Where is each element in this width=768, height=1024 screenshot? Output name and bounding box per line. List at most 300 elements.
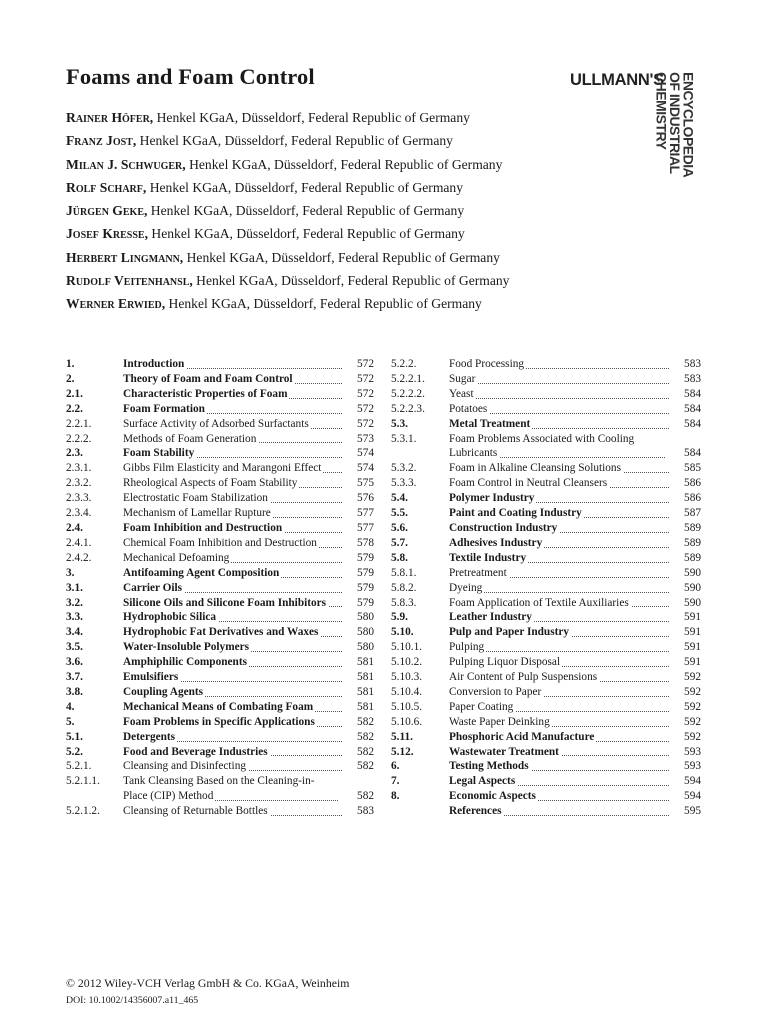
toc-entry-number: 5.4. [391, 492, 408, 505]
toc-entry-number: 5.2.2.3. [391, 402, 425, 415]
toc-entry-page: 577 [357, 507, 374, 520]
toc-entry[interactable] [391, 432, 701, 462]
toc-entry[interactable] [66, 745, 374, 760]
toc-entry-number: 5.10.2. [391, 656, 423, 669]
toc-entry-page: 589 [684, 521, 701, 534]
toc-entry-page: 578 [357, 536, 374, 549]
toc-entry-number: 5.3. [391, 417, 408, 430]
toc-entry-title-wrap [449, 640, 673, 655]
toc-entry-title: Food Processing [449, 358, 525, 370]
toc-entry-title: Foam in Alkaline Cleansing Solutions [449, 462, 621, 475]
toc-entry[interactable] [66, 491, 374, 506]
toc-entry[interactable] [391, 745, 701, 760]
toc-entry-number: 5.9. [391, 611, 408, 624]
toc-entry-page: 592 [684, 730, 701, 743]
toc-entry[interactable] [391, 402, 701, 417]
toc-entry[interactable] [391, 372, 701, 387]
toc-entry[interactable] [391, 670, 701, 685]
toc-entry[interactable] [66, 596, 374, 611]
ullmanns-logo [570, 66, 700, 206]
toc-entry-number: 2.4. [66, 521, 83, 534]
toc-entry-title-wrap [449, 476, 673, 491]
author-name: Herbert Lingmann, [66, 249, 184, 265]
toc-entry[interactable] [66, 655, 374, 670]
toc-entry-number: 5.2.1.2. [66, 805, 100, 818]
toc-entry-number: 3.7. [66, 671, 83, 684]
author-list [66, 106, 566, 316]
toc-entry-title: Emulsifiers [123, 671, 179, 684]
toc-entry-page: 587 [684, 507, 701, 520]
toc-entry-title-wrap [123, 730, 346, 745]
toc-entry-title-wrap [449, 372, 673, 387]
toc-entry-title: Gibbs Film Elasticity and Marangoni Effect [123, 462, 322, 475]
author-line [66, 199, 566, 222]
dot-leader [449, 383, 669, 384]
toc-entry-title-wrap [123, 566, 346, 581]
toc-entry-title: Silicone Oils and Silicone Foam Inhibitors [123, 596, 327, 609]
toc-entry-page: 580 [357, 611, 374, 624]
toc-entry-page: 592 [684, 671, 701, 684]
toc-entry-title: Cleansing and Disinfecting [123, 760, 246, 773]
toc-entry-title: References [449, 805, 502, 818]
author-affiliation: Henkel KGaA, Düsseldorf, Federal Republic of Germany [146, 179, 464, 195]
toc-entry-number: 3.4. [66, 626, 83, 639]
author-name: Rolf Scharf, [66, 179, 147, 195]
toc-entry-title: Foam Inhibition and Destruction [123, 521, 283, 534]
toc-entry[interactable] [391, 685, 701, 700]
toc-entry-page: 582 [357, 745, 374, 758]
toc-entry[interactable] [391, 521, 701, 536]
toc-entry-title: Introduction [123, 358, 185, 370]
toc-entry-page: 581 [357, 656, 374, 669]
toc-entry-page: 586 [684, 477, 701, 490]
toc-entry[interactable] [66, 536, 374, 551]
logo-vertical-line: CHEMISTRY [653, 72, 670, 150]
toc-entry-title-wrap [123, 357, 346, 372]
toc-entry[interactable] [66, 417, 374, 432]
toc-entry-title-wrap [449, 610, 673, 625]
toc-entry-title-wrap [449, 506, 673, 521]
toc-entry-title-wrap [449, 759, 673, 774]
toc-entry-number: 5.2.1.1. [66, 775, 100, 788]
toc-entry-page: 591 [684, 611, 701, 624]
toc-entry-number: 2.1. [66, 387, 83, 400]
toc-entry[interactable] [66, 566, 374, 581]
toc-entry-title-wrap [123, 551, 346, 566]
toc-entry-title: Foam Control in Neutral Cleansers [449, 477, 608, 490]
author-affiliation: Henkel KGaA, Düsseldorf, Federal Republic of Germany [183, 249, 500, 265]
toc-entry-number: 5.10. [391, 626, 414, 639]
toc-entry-number: 5.7. [391, 536, 408, 549]
toc-entry-number [391, 804, 449, 819]
toc-entry-title: Wastewater Treatment [449, 745, 559, 758]
toc-entry-title-wrap [449, 625, 673, 640]
toc-entry-title-wrap [123, 461, 346, 476]
toc-entry-title-wrap [449, 551, 673, 566]
toc-entry-title-wrap [123, 387, 346, 402]
toc-entry-page: 581 [357, 685, 374, 698]
toc-entry-title: Methods of Foam Generation [123, 432, 257, 445]
toc-entry[interactable] [391, 640, 701, 655]
toc-entry-title: Foam Stability [123, 447, 195, 460]
toc-entry[interactable] [391, 476, 701, 491]
toc-entry-page: 572 [357, 372, 374, 385]
toc-entry[interactable] [391, 596, 701, 611]
toc-entry[interactable] [66, 670, 374, 685]
toc-entry-title: Tank Cleansing Based on the Cleaning-in- [123, 774, 342, 789]
toc-column-left [66, 357, 374, 819]
toc-entry-page: 590 [684, 581, 701, 594]
toc-entry-title-wrap [123, 446, 346, 461]
toc-entry-page: 594 [684, 775, 701, 788]
toc-entry-title: Electrostatic Foam Stabilization [123, 492, 268, 505]
toc-entry-title: Coupling Agents [123, 685, 204, 698]
toc-entry-number: 5.3.1. [391, 432, 417, 445]
toc-entry-number: 3.6. [66, 656, 83, 669]
toc-entry[interactable] [66, 610, 374, 625]
toc-entry-page: 583 [357, 805, 374, 818]
toc-entry-title: Pulping [449, 641, 485, 654]
toc-entry-title-wrap [123, 432, 346, 447]
toc-entry-page: 585 [684, 462, 701, 475]
toc-entry-title-wrap [123, 610, 346, 625]
toc-entry-title-wrap [449, 685, 673, 700]
toc-entry-page: 576 [357, 492, 374, 505]
toc-entry-page: 572 [357, 358, 374, 370]
toc-entry-title-wrap [449, 521, 673, 536]
toc-entry-title-wrap [449, 491, 673, 506]
toc-entry[interactable] [66, 640, 374, 655]
toc-entry-title: Pretreatment [449, 566, 507, 579]
author-name: Rainer Höfer, [66, 110, 154, 125]
toc-entry[interactable] [66, 700, 374, 715]
toc-entry-title-wrap [123, 506, 346, 521]
toc-entry[interactable] [391, 417, 701, 432]
toc-entry[interactable] [391, 566, 701, 581]
toc-entry-title: Foam Problems Associated with Cooling [449, 432, 669, 447]
toc-entry[interactable] [391, 730, 701, 745]
author-affiliation: Henkel KGaA, Düsseldorf, Federal Republic of Germany [147, 226, 465, 242]
toc-entry-number: 5.8.2. [391, 581, 417, 594]
toc-entry-title-continued: Place (CIP) Method [123, 790, 214, 803]
toc-entry-number: 5.8.3. [391, 596, 417, 609]
toc-entry-title: Air Content of Pulp Suspensions [449, 671, 598, 684]
toc-entry-page: 579 [357, 596, 374, 609]
toc-entry-page: 581 [357, 671, 374, 684]
toc-entry-number: 2.2.1. [66, 417, 92, 430]
toc-entry-page: 573 [357, 432, 374, 445]
toc-entry-page: 592 [684, 715, 701, 728]
toc-entry[interactable] [391, 700, 701, 715]
toc-entry-title-wrap [449, 804, 673, 819]
toc-entry[interactable] [391, 759, 701, 774]
author-name: Rudolf Veitenhansl, [66, 273, 193, 289]
toc-entry[interactable] [66, 685, 374, 700]
toc-entry[interactable] [66, 357, 374, 372]
toc-entry-title-wrap [449, 596, 673, 611]
article-title: Foams and Foam Control [66, 64, 315, 89]
toc-entry-title-wrap [123, 625, 346, 640]
toc-entry[interactable] [391, 491, 701, 506]
toc-entry-page: 593 [684, 745, 701, 758]
toc-entry-title-wrap [123, 581, 346, 596]
toc-entry[interactable] [391, 625, 701, 640]
toc-entry[interactable] [391, 551, 701, 566]
toc-entry[interactable] [66, 715, 374, 730]
toc-entry[interactable] [66, 402, 374, 417]
toc-entry-title: Pulping Liquor Disposal [449, 656, 561, 669]
toc-entry-title-wrap [123, 745, 346, 760]
toc-entry[interactable] [391, 387, 701, 402]
toc-entry-page: 572 [357, 417, 374, 430]
toc-entry-number: 5.2.2.2. [391, 387, 425, 400]
toc-entry-page: 580 [357, 641, 374, 654]
toc-entry-number: 1. [66, 358, 75, 370]
toc-entry-page: 591 [684, 656, 701, 669]
toc-entry-page: 591 [684, 641, 701, 654]
toc-entry-title: Construction Industry [449, 521, 558, 534]
toc-entry[interactable] [66, 372, 374, 387]
author-line [66, 129, 566, 152]
toc-entry[interactable] [391, 774, 701, 789]
toc-entry-number: 8. [391, 790, 400, 803]
toc-entry-title-wrap [449, 461, 673, 476]
toc-entry-title: Cleansing of Returnable Bottles [123, 805, 268, 818]
toc-entry-number: 5.10.4. [391, 685, 423, 698]
author-name: Milan J. Schwuger, [66, 156, 186, 172]
toc-entry-title-wrap [123, 536, 346, 551]
toc-entry[interactable] [66, 476, 374, 491]
author-line [66, 106, 566, 129]
toc-entry-title: Pulp and Paper Industry [449, 626, 570, 639]
toc-entry[interactable] [391, 506, 701, 521]
toc-entry-page: 584 [684, 417, 701, 430]
toc-entry[interactable] [66, 625, 374, 640]
toc-entry-number: 3.3. [66, 611, 83, 624]
toc-entry-title-wrap [123, 476, 346, 491]
toc-entry-title-wrap [123, 640, 346, 655]
toc-entry-title-wrap [449, 700, 673, 715]
toc-entry[interactable] [391, 610, 701, 625]
toc-entry-title-wrap [123, 715, 346, 730]
toc-entry-title-wrap [449, 670, 673, 685]
toc-entry-title: Foam Formation [123, 402, 205, 415]
toc-entry-page: 581 [357, 700, 374, 713]
toc-entry-number: 2.2.2. [66, 432, 92, 445]
toc-entry[interactable] [391, 715, 701, 730]
logo-vertical-line: OF INDUSTRIAL [667, 72, 683, 174]
toc-entry-page: 582 [357, 790, 374, 803]
toc-entry-title-wrap [449, 536, 673, 551]
toc-entry[interactable] [66, 432, 374, 447]
toc-entry-title-wrap [449, 745, 673, 760]
toc-entry-page: 590 [684, 596, 701, 609]
copyright-notice: © 2012 Wiley-VCH Verlag GmbH & Co. KGaA, Weinheim [66, 976, 350, 990]
toc-entry-title-wrap [449, 730, 673, 745]
toc-entry-number: 3.5. [66, 641, 83, 654]
toc-entry-number: 5.2.2. [391, 358, 417, 370]
toc-entry-title: Hydrophobic Fat Derivatives and Waxes [123, 626, 319, 639]
toc-entry-title: Mechanism of Lamellar Rupture [123, 507, 271, 520]
toc-entry[interactable] [66, 730, 374, 745]
toc-entry-page: 586 [684, 492, 701, 505]
toc-entry-number: 5.8. [391, 551, 408, 564]
toc-entry-title-wrap [123, 700, 346, 715]
toc-entry-title-wrap [123, 521, 346, 536]
author-affiliation: Henkel KGaA, Düsseldorf, Federal Republic of Germany [165, 296, 482, 312]
toc-entry-title-wrap [123, 372, 346, 387]
toc-entry-number: 5.8.1. [391, 566, 417, 579]
toc-entry-page: 572 [357, 402, 374, 415]
toc-entry-title: Characteristic Properties of Foam [123, 387, 288, 400]
toc-entry-title-wrap [449, 774, 673, 789]
toc-entry-number: 5.5. [391, 507, 408, 520]
toc-entry-page: 574 [357, 447, 374, 460]
toc-entry-page: 594 [684, 790, 701, 803]
author-affiliation: Henkel KGaA, Düsseldorf, Federal Republic of Germany [147, 203, 465, 219]
toc-entry-page: 584 [684, 447, 701, 460]
toc-entry-page: 592 [684, 700, 701, 713]
toc-entry-title: Foam Application of Textile Auxiliaries [449, 596, 629, 609]
toc-entry-title: Waste Paper Deinking [449, 715, 550, 728]
toc-entry[interactable] [66, 506, 374, 521]
toc-entry-number: 5.10.5. [391, 700, 423, 713]
toc-entry-number: 5.2.1. [66, 760, 92, 773]
toc-entry-number: 5.2. [66, 745, 83, 758]
toc-entry-page: 579 [357, 566, 374, 579]
toc-entry-number: 2.3. [66, 447, 83, 460]
toc-entry[interactable] [66, 551, 374, 566]
toc-entry-title: Paper Coating [449, 700, 514, 713]
toc-entry-title-wrap [123, 491, 346, 506]
toc-entry-title: Legal Aspects [449, 775, 516, 788]
toc-entry-title: Textile Industry [449, 551, 527, 564]
toc-entry-title: Detergents [123, 730, 176, 743]
toc-entry-page: 591 [684, 626, 701, 639]
toc-entry-number: 4. [66, 700, 75, 713]
toc-entry-title: Metal Treatment [449, 417, 531, 430]
toc-entry[interactable] [391, 461, 701, 476]
toc-entry-title: Mechanical Defoaming [123, 551, 230, 564]
toc-entry-page: 584 [684, 387, 701, 400]
doi-text: DOI: 10.1002/14356007.a11_465 [66, 995, 199, 1006]
author-line [66, 153, 566, 176]
toc-entry-number: 3.2. [66, 596, 83, 609]
toc-entry-title: Theory of Foam and Foam Control [123, 372, 293, 385]
toc-entry-title: Adhesives Industry [449, 536, 543, 549]
toc-entry-title: Sugar [449, 372, 476, 385]
toc-entry-page: 595 [684, 805, 701, 818]
toc-entry-title-wrap [449, 581, 673, 596]
toc-entry-number: 2.3.4. [66, 507, 92, 520]
toc-entry-number: 2.4.1. [66, 536, 92, 549]
toc-entry-title-wrap [449, 417, 673, 432]
toc-entry-title-wrap [123, 670, 346, 685]
toc-entry-title-wrap [449, 789, 673, 804]
toc-entry-number: 7. [391, 775, 400, 788]
toc-entry[interactable] [66, 387, 374, 402]
toc-entry-title: Amphiphilic Components [123, 656, 247, 669]
author-line [66, 292, 566, 315]
toc-entry-number: 5. [66, 715, 75, 728]
toc-entry-number: 3. [66, 566, 75, 579]
toc-entry-page: 577 [357, 521, 374, 534]
toc-entry-number: 5.11. [391, 730, 413, 743]
toc-entry-number: 5.1. [66, 730, 83, 743]
toc-entry[interactable] [391, 789, 701, 804]
toc-entry[interactable] [66, 804, 374, 819]
toc-entry-title-wrap [449, 402, 673, 417]
toc-entry-title-wrap [123, 655, 346, 670]
author-line [66, 246, 566, 269]
toc-entry-title-wrap [449, 387, 673, 402]
toc-entry-title: Conversion to Paper [449, 685, 542, 698]
toc-entry-page: 575 [357, 477, 374, 490]
toc-entry-page: 589 [684, 536, 701, 549]
toc-entry-page: 572 [357, 387, 374, 400]
toc-entry-title: Phosphoric Acid Manufacture [449, 730, 595, 743]
author-line [66, 176, 566, 199]
toc-entry-title: Economic Aspects [449, 790, 536, 803]
toc-entry-page: 582 [357, 730, 374, 743]
toc-entry-title: Hydrophobic Silica [123, 611, 217, 624]
author-name: Franz Jost, [66, 133, 137, 149]
toc-entry-number: 5.12. [391, 745, 414, 758]
toc-entry-title: Carrier Oils [123, 581, 183, 594]
dot-leader [449, 398, 669, 399]
toc-entry-number: 2.3.3. [66, 492, 92, 505]
toc-entry[interactable] [66, 759, 374, 774]
toc-entry[interactable] [66, 581, 374, 596]
toc-entry-page: 579 [357, 551, 374, 564]
logo-brand-text: ULLMANN'S [570, 71, 664, 89]
toc-entry[interactable] [66, 521, 374, 536]
author-affiliation: Henkel KGaA, Düsseldorf, Federal Republic of Germany [185, 156, 503, 172]
toc-entry-number: 5.2.2.1. [391, 372, 425, 385]
toc-entry[interactable] [66, 461, 374, 476]
toc-entry-title: Polymer Industry [449, 492, 535, 505]
toc-entry-title: Leather Industry [449, 611, 532, 624]
toc-entry-title: Rheological Aspects of Foam Stability [123, 477, 298, 490]
toc-entry[interactable] [391, 357, 701, 372]
toc-entry[interactable] [66, 446, 374, 461]
toc-entry[interactable] [391, 655, 701, 670]
toc-entry-page: 589 [684, 551, 701, 564]
toc-entry-number: 2.3.1. [66, 462, 92, 475]
toc-entry[interactable] [391, 804, 701, 819]
toc-entry-title-wrap [449, 566, 673, 581]
toc-entry-title-wrap [123, 596, 346, 611]
logo-vertical-line: ENCYCLOPEDIA [680, 72, 697, 178]
toc-entry[interactable] [391, 581, 701, 596]
toc-entry-title-wrap [123, 759, 346, 774]
toc-entry-number: 3.8. [66, 685, 83, 698]
toc-entry[interactable] [391, 536, 701, 551]
toc-entry-title: Surface Activity of Adsorbed Surfactants [123, 417, 309, 430]
toc-entry-title-continued: Lubricants [449, 447, 498, 460]
toc-entry-title: Foam Problems in Specific Applications [123, 715, 315, 728]
toc-entry-title-wrap [123, 685, 346, 700]
toc-entry-title: Food and Beverage Industries [123, 745, 268, 758]
toc-entry-title: Paint and Coating Industry [449, 507, 582, 520]
toc-entry[interactable] [66, 774, 374, 804]
toc-entry-number: 5.3.3. [391, 477, 417, 490]
toc-entry-page: 584 [684, 402, 701, 415]
toc-entry-title: Dyeing [449, 581, 483, 594]
author-line [66, 269, 566, 292]
toc-entry-page: 590 [684, 566, 701, 579]
logo-vertical-text [654, 72, 695, 177]
